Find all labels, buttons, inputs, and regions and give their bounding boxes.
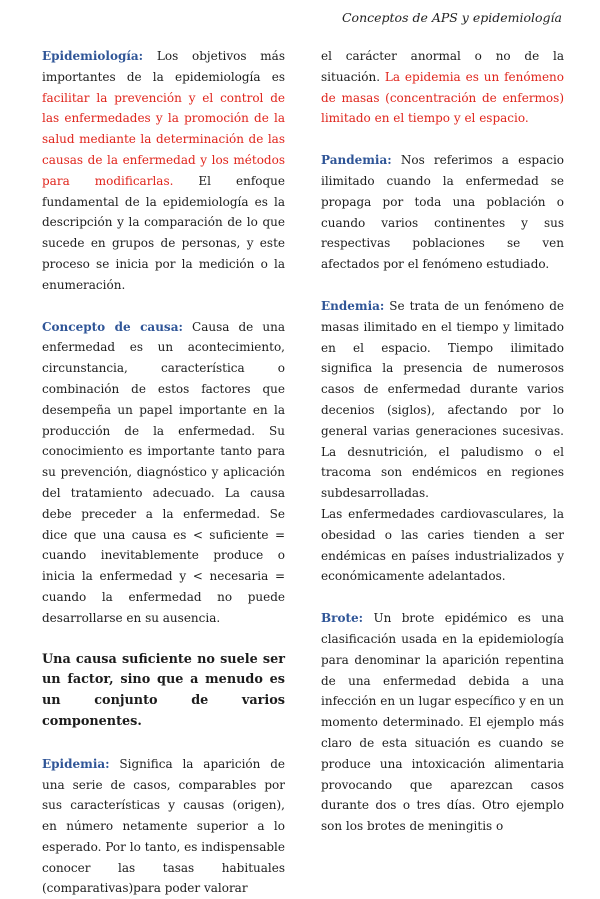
epidemiologia-term: Epidemiología: <box>42 49 144 63</box>
causa-suficiente-statement: Una causa suficiente no suele ser un factor, sino que a menudo es un conjunto de varios componentes. <box>42 651 285 729</box>
causa-term: Concepto de causa: <box>42 319 183 334</box>
epidemia-cont-text: el carácter anormal o no de la situación. <box>321 49 564 84</box>
causa-text: Causa de una enfermedad es un acontecimiento, circunstancia, característica o combinación de estos factores que desempeña un papel importante en la producción de la enfermedad. Su conocimiento es importante tanto para su prevención, diagnóstico y aplicación del tratamiento adecuado. La causa debe preceder a la enfermedad. Se dice que una causa es < suficiente = cuando inevitablemente produce o inicia la enfermedad y < necesaria = cuando la enfermedad no puede desarrollarse en su ausencia. <box>42 319 286 625</box>
endemia-text: Se trata de un fenómeno de masas ilimitado en el tiempo y limitado en el espacio. Tiempo ilimitado significa la presencia de numerosos casos de enfermedad durante varios decenios (siglos), afectando por lo general varias generaciones sucesivas. La desnutrición, el paludismo o el tracoma son endémicos en regiones subdesarrolladas. <box>321 298 564 501</box>
causa-paragraph <box>42 317 285 629</box>
epidemiologia-highlight: facilitar la prevención y el control de las enfermedades y la promoción de la salud mediante la determinación de las causas de la enfermedad y los métodos para modificarlas. <box>42 90 285 188</box>
brote-term: Brote: <box>321 611 364 626</box>
epidemiologia-text: Los objetivos más importantes de la epidemiología es <box>42 49 285 84</box>
epidemia-paragraph <box>42 754 285 899</box>
epidemiologia-text-2: El enfoque fundamental de la epidemiología es la descripción y la comparación de lo que sucede en grupos de personas, y este proceso se inicia por la medición o la enumeración. <box>42 173 285 292</box>
endemia-term: Endemia: <box>321 298 385 313</box>
left-column <box>42 46 285 899</box>
endemia-paragraph-2: Las enfermedades cardiovasculares, la obesidad o las caries tienden a ser endémicas en países industrializados y económicamente adelantados. <box>321 506 564 584</box>
epidemiologia-paragraph <box>42 46 285 296</box>
endemia-paragraph <box>321 296 564 504</box>
page-header: Conceptos de APS y epidemiología <box>341 10 562 25</box>
pandemia-text: Nos referimos a espacio ilimitado cuando la enfermedad se propaga por toda una población o cuando varios continentes y sus respectivas poblaciones se ven afectados por el fenómeno estudiado. <box>321 153 564 272</box>
right-column <box>321 46 564 837</box>
epidemia-term: Epidemia: <box>42 756 110 771</box>
brote-text: Un brote epidémico es una clasificación usada en la epidemiología para denominar la aparición repentina de una enfermedad debida a una infección en un lugar específico y en un momento determinado. El ejemplo más claro de esta situación es cuando se produce una intoxicación alimentaria provocando que aparezcan casos durante dos o tres días. Otro ejemplo son los brotes de meningitis o <box>321 611 564 834</box>
pandemia-term: Pandemia: <box>321 153 392 168</box>
epidemia-cont-highlight: La epidemia es un fenómeno de masas (concentración de enfermos) limitado en el tiempo y el espacio. <box>321 69 564 126</box>
epidemia-continuation <box>321 46 564 129</box>
brote-paragraph <box>321 608 564 837</box>
epidemia-text: Significa la aparición de una serie de casos, comparables por sus características y causas (origen), en número netamente superior a lo esperado. Por lo tanto, es indispensable conocer las tasas habituales (comparativas)para poder valorar <box>42 756 285 896</box>
pandemia-paragraph <box>321 150 564 275</box>
